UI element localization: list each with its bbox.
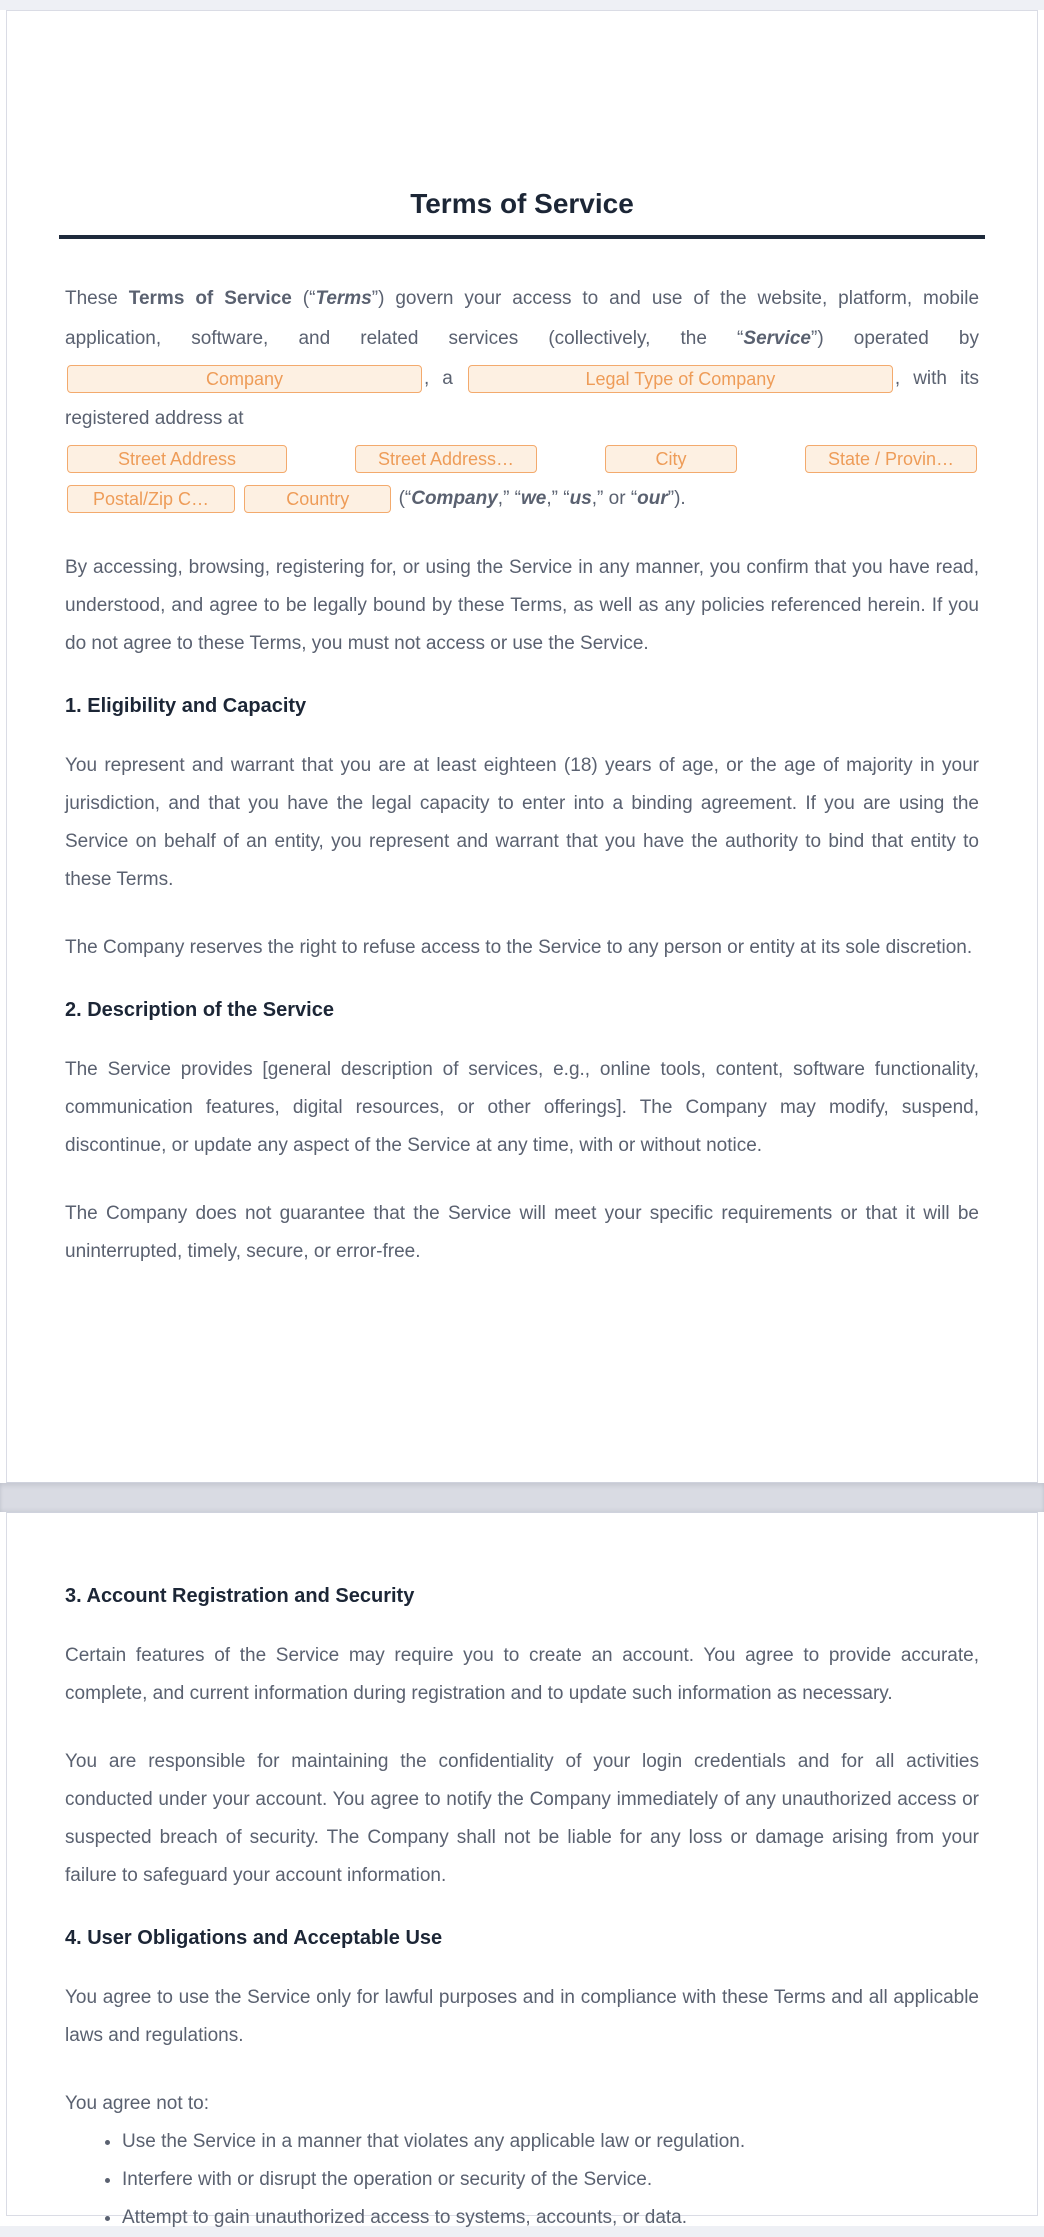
term-we: we <box>521 488 547 509</box>
section-4-paragraph-1: You agree to use the Service only for lawful purposes and in compliance with these Terms and all applicable laws and regulations. <box>65 1987 979 2046</box>
prohibited-actions-list <box>65 2123 979 2237</box>
field-legal-type-of-company[interactable]: Legal Type of Company <box>468 365 893 393</box>
text-run: , with its registered address at <box>65 368 980 429</box>
section-1-paragraph-2: The Company reserves the right to refuse access to the Service to any person or entity at its sole discretion. <box>65 937 973 958</box>
text-run: ”) operated by <box>811 328 979 349</box>
list-item-text: Attempt to gain unauthorized access to systems, accounts, or data. <box>122 2207 688 2228</box>
section-1-heading: 1. Eligibility and Capacity <box>65 695 307 717</box>
list-item <box>122 2161 979 2199</box>
term-service: Service <box>743 328 812 349</box>
section-2-paragraph-2: The Company does not guarantee that the Service will meet your specific requirements or that it will be uninterrupted, timely, secure, or error-free. <box>65 1203 979 1262</box>
document-canvas <box>0 10 1044 2226</box>
text-run: (“ <box>291 288 316 309</box>
paragraph-acceptance: By accessing, browsing, registering for, or using the Service in any manner, you confirm that you have read, understood, and agree to be legally bound by these Terms, as well as any policies referenced herein. If you do not agree to these Terms, you must not access or use the Service. <box>65 557 979 654</box>
field-street-address-line-2[interactable]: Street Address… <box>355 445 537 473</box>
section-3-paragraph-1: Certain features of the Service may require you to create an account. You agree to provide accurate, complete, and current information during registration and to update such information as necessary. <box>65 1645 979 1704</box>
term-us: us <box>569 488 592 509</box>
field-state-province[interactable]: State / Provin… <box>805 445 977 473</box>
field-postal-zip-code[interactable]: Postal/Zip C… <box>67 485 235 513</box>
list-item <box>122 2123 979 2161</box>
title-rule <box>59 235 985 239</box>
text-run: These <box>65 288 129 309</box>
document-title: Terms of Service <box>410 188 634 219</box>
list-item-text: Interfere with or disrupt the operation or security of the Service. <box>122 2169 653 2190</box>
term-terms: Terms <box>315 288 372 309</box>
text-run: ”) govern your access to and use of the website, platform, mobile application, software, and related services (collectively, the “ <box>65 288 980 349</box>
section-4-list-intro: You agree not to: <box>65 2093 210 2114</box>
page-2 <box>6 1512 1038 2228</box>
text-run: ”). <box>667 488 686 509</box>
page-1 <box>6 10 1038 1483</box>
page-gap <box>0 1483 1044 1512</box>
bold-terms-of-service: Terms of Service <box>128 288 292 309</box>
intro-paragraph <box>65 279 979 519</box>
section-4-heading: 4. User Obligations and Acceptable Use <box>65 1927 443 1949</box>
field-city[interactable]: City <box>605 445 737 473</box>
field-street-address[interactable]: Street Address <box>67 445 287 473</box>
text-run: ,” or “ <box>591 488 638 509</box>
term-company: Company <box>411 488 498 509</box>
field-country[interactable]: Country <box>244 485 391 513</box>
text-run: ,” “ <box>497 488 522 509</box>
section-2-paragraph-1: The Service provides [general description of services, e.g., online tools, content, software functionality, communication features, digital resources, or other offerings]. The Company may modify, suspend, discontinue, or update any aspect of the Service at any time, with or without notice. <box>65 1059 979 1156</box>
text-run: (“ <box>398 488 412 509</box>
text-run: ,” “ <box>546 488 570 509</box>
text-run: , a <box>424 368 453 389</box>
section-3-heading: 3. Account Registration and Security <box>65 1585 415 1607</box>
list-item <box>122 2199 979 2237</box>
term-our: our <box>637 488 668 509</box>
section-1-paragraph-1: You represent and warrant that you are at least eighteen (18) years of age, or the age of majority in your jurisdiction, and that you have the legal capacity to enter into a binding agreement. If you are using the Service on behalf of an entity, you represent and warrant that you have the authority to bind that entity to these Terms. <box>65 755 979 890</box>
list-item-text: Use the Service in a manner that violates any applicable law or regulation. <box>122 2131 746 2152</box>
field-company[interactable]: Company <box>67 365 422 393</box>
section-3-paragraph-2: You are responsible for maintaining the confidentiality of your login credentials and for all activities conducted under your account. You agree to notify the Company immediately of any unauthorized access or suspected breach of security. The Company shall not be liable for any loss or damage arising from your failure to safeguard your account information. <box>65 1751 979 1886</box>
section-2-heading: 2. Description of the Service <box>65 999 334 1021</box>
